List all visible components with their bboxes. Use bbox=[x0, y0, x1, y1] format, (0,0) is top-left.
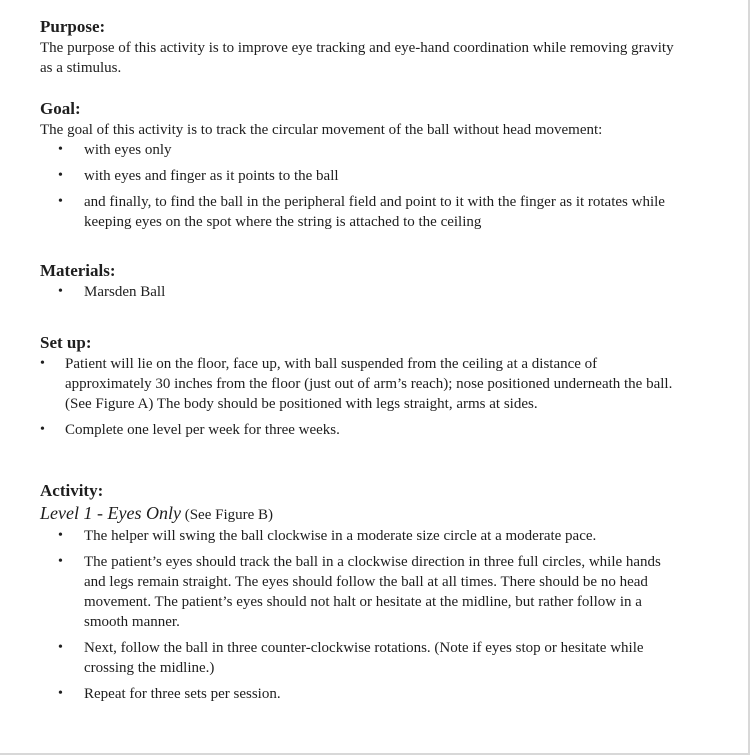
level-heading bbox=[40, 502, 680, 526]
goal-text: The goal of this activity is to track the circular movement of the ball without head movement: bbox=[40, 122, 603, 138]
list-item: • Repeat for three sets per session. bbox=[40, 684, 680, 704]
list-item: • Complete one level per week for three weeks. bbox=[40, 420, 680, 440]
list-item: • with eyes and finger as it points to the ball bbox=[40, 166, 680, 186]
list-item: • The helper will swing the ball clockwise in a moderate size circle at a moderate pace. bbox=[40, 526, 680, 546]
setup-list bbox=[40, 354, 680, 440]
document-body bbox=[40, 16, 680, 704]
list-item: • and finally, to find the ball in the peripheral field and point to it with the finger as it rotates while keeping eyes on the spot where the string is attached to the ceiling bbox=[40, 192, 680, 232]
list-item: • The patient’s eyes should track the ball in a clockwise direction in three full circles, while hands and legs remain straight. The eyes should follow the ball at all times. There should be no head movement. The patient’s eyes should not halt or hesitate at the midline, but rather follow in a smooth manner. bbox=[40, 552, 680, 632]
materials-heading: Materials: bbox=[40, 261, 116, 280]
purpose-text: The purpose of this activity is to improve eye tracking and eye-hand coordination while removing gravity as a stimulus. bbox=[40, 40, 674, 76]
materials-section bbox=[40, 260, 680, 302]
activity-section bbox=[40, 480, 680, 704]
purpose-heading: Purpose: bbox=[40, 17, 106, 36]
goal-list bbox=[40, 140, 680, 232]
level-title: Level 1 - Eyes Only bbox=[40, 503, 181, 523]
list-item: • Marsden Ball bbox=[40, 282, 680, 302]
activity-list bbox=[40, 526, 680, 704]
purpose-section bbox=[40, 16, 680, 78]
list-item: • Patient will lie on the floor, face up, with ball suspended from the ceiling at a distance of approximately 30 inches from the floor (just out of arm’s reach); nose positioned underneath the ball. (See Figure A) The body should be positioned with legs straight, arms at sides. bbox=[40, 354, 680, 414]
activity-heading: Activity: bbox=[40, 481, 104, 500]
list-item: • with eyes only bbox=[40, 140, 680, 160]
setup-section bbox=[40, 332, 680, 440]
list-item: • Next, follow the ball in three counter-clockwise rotations. (Note if eyes stop or hesitate while crossing the midline.) bbox=[40, 638, 680, 678]
goal-heading: Goal: bbox=[40, 99, 81, 118]
materials-list bbox=[40, 282, 680, 302]
level-note: (See Figure B) bbox=[184, 507, 274, 523]
setup-heading: Set up: bbox=[40, 333, 92, 352]
goal-section bbox=[40, 98, 680, 232]
